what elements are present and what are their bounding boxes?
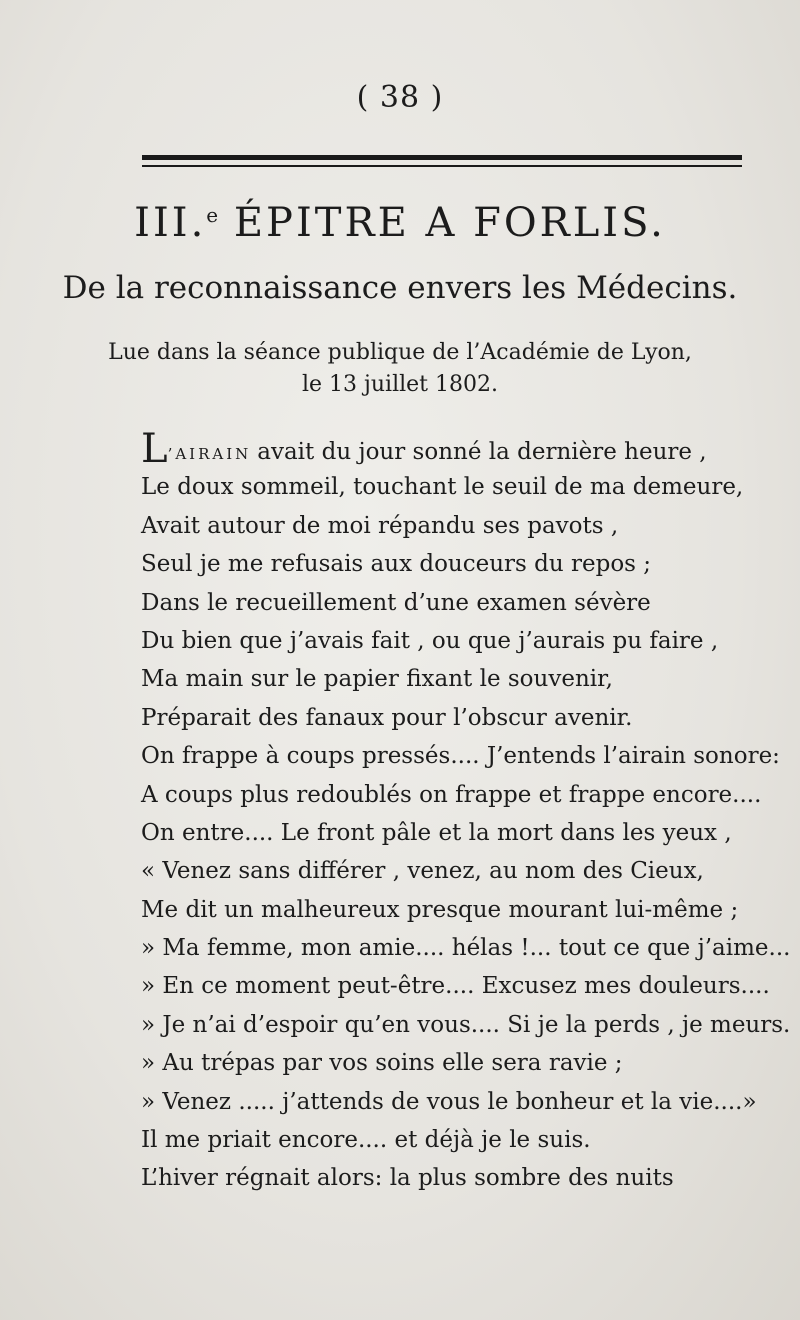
poem-line: On frappe à coups pressés.... J’entends l’airain sonore: — [141, 743, 780, 770]
epistle-title — [0, 200, 800, 246]
poem-line: « Venez sans différer , venez, au nom des Cieux, — [141, 858, 704, 885]
page-number: ( 38 ) — [356, 80, 444, 115]
title-ordinal-suffix: e — [206, 203, 219, 227]
poem-line: » Je n’ai d’espoir qu’en vous.... Si je la perds , je meurs. — [141, 1011, 791, 1038]
poem-first-line — [141, 426, 791, 472]
poem-line: » Au trépas par vos soins elle sera ravie ; — [141, 1050, 623, 1077]
poem-line: Dans le recueillement d’une examen sévère — [141, 589, 651, 616]
first-line-text: avait du jour sonné la dernière heure , — [257, 439, 707, 465]
header-rule-thick — [142, 155, 742, 160]
reading-note-line-2: le 13 juillet 1802. — [302, 372, 498, 397]
poem-body — [141, 426, 791, 1198]
poem-line: Ma main sur le papier fixant le souvenir, — [141, 666, 613, 693]
poem-line: A coups plus redoublés on frappe et frappe encore.... — [141, 781, 762, 808]
poem-line: Me dit un malheureux presque mourant lui-même ; — [141, 896, 739, 923]
poem-line: Le doux sommeil, touchant le seuil de ma demeure, — [141, 474, 744, 501]
title-text: ÉPITRE A FORLIS. — [218, 200, 666, 246]
header-rule-thin — [142, 165, 742, 167]
epistle-subtitle: De la reconnaissance envers les Médecins. — [62, 270, 738, 306]
poem-line: » Venez ..... j’attends de vous le bonheur et la vie....» — [141, 1088, 757, 1115]
small-caps-word: ’AIRAIN — [167, 445, 252, 463]
poem-line: Préparait des fanaux pour l’obscur avenir. — [141, 704, 633, 731]
drop-cap: L — [141, 426, 168, 472]
poem-line: Du bien que j’avais fait , ou que j’aurais pu faire , — [141, 627, 719, 654]
poem-line: » En ce moment peut-être.... Excusez mes douleurs.... — [141, 973, 770, 1000]
reading-note-line-1: Lue dans la séance publique de l’Académie de Lyon, — [108, 340, 692, 365]
poem-line: » Ma femme, mon amie.... hélas !... tout ce que j’aime... — [141, 935, 791, 962]
poem-line: Il me priait encore.... et déjà je le suis. — [141, 1127, 591, 1154]
poem-line: On entre.... Le front pâle et la mort dans les yeux , — [141, 819, 732, 846]
poem-line: Seul je me refusais aux douceurs du repos ; — [141, 551, 652, 578]
poem-line: L’hiver régnait alors: la plus sombre des nuits — [141, 1165, 674, 1192]
title-numeral: III. — [134, 200, 207, 246]
poem-line: Avait autour de moi répandu ses pavots , — [141, 512, 619, 539]
